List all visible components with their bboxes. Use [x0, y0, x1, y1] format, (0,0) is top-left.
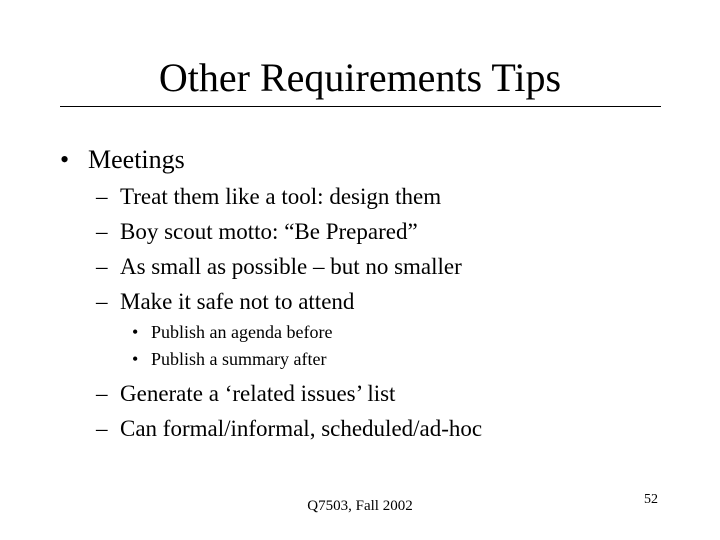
sub-bullet-text: Generate a ‘related issues’ list — [120, 381, 396, 406]
slide-title: Other Requirements Tips — [158, 55, 562, 100]
slide-footer: Q7503, Fall 2002 — [307, 498, 413, 514]
sub-bullet — [96, 288, 656, 316]
sub-bullet-text: As small as possible – but no smaller — [120, 254, 462, 279]
bullet-marker: • — [60, 145, 70, 174]
bullet-meetings — [60, 145, 660, 175]
sub-bullet-text: Boy scout motto: “Be Prepared” — [120, 219, 418, 244]
sub-bullet — [96, 183, 656, 211]
sub-bullet-text: Can formal/informal, scheduled/ad-hoc — [120, 416, 483, 441]
sub-bullet — [96, 253, 656, 281]
sub-sub-bullet-text: Publish a summary after — [151, 349, 327, 369]
dash-marker: – — [96, 416, 108, 441]
dash-marker: – — [96, 289, 108, 314]
dash-marker: – — [96, 219, 108, 244]
bullet-marker: • — [132, 349, 139, 369]
page-number: 52 — [644, 492, 658, 507]
sub-bullet-text: Treat them like a tool: design them — [120, 184, 442, 209]
title-divider — [60, 106, 661, 107]
sub-sub-bullet-text: Publish an agenda before — [151, 322, 333, 342]
dash-marker: – — [96, 381, 108, 406]
dash-marker: – — [96, 254, 108, 279]
sub-bullet — [96, 415, 656, 443]
bullet-text: Meetings — [88, 145, 185, 174]
sub-bullet — [96, 218, 656, 246]
dash-marker: – — [96, 184, 108, 209]
sub-bullet — [96, 380, 656, 408]
sub-sub-bullet — [132, 321, 632, 343]
sub-bullet-text: Make it safe not to attend — [120, 289, 355, 314]
bullet-marker: • — [132, 322, 139, 342]
sub-sub-bullet — [132, 348, 632, 370]
